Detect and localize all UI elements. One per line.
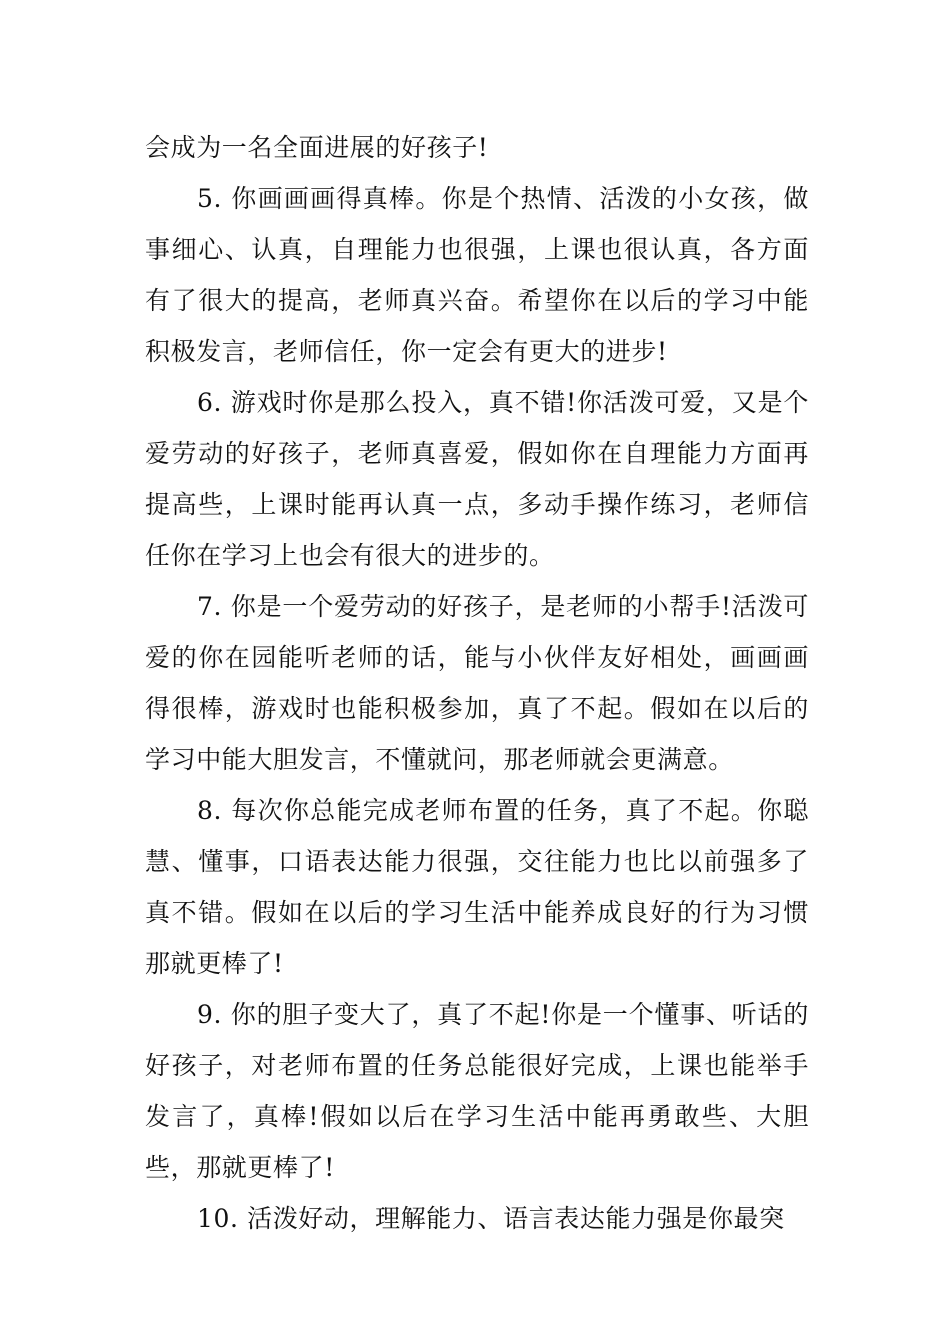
paragraph-continuation: 会成为一名全面进展的好孩子! [145,133,489,162]
paragraph-item-7: 7. 你是一个爱劳动的好孩子，是老师的小帮手!活泼可爱的你在园能听老师的话，能与小伙伴友好相处，画画画得很棒，游戏时也能积极参加，真了不起。假如在以后的学习中能大胆发言，不懂就问，那老师就会更满意。 [145,592,809,774]
paragraph-item-8: 8. 每次你总能完成老师布置的任务，真了不起。你聪慧、懂事，口语表达能力很强，交往能力也比以前强多了真不错。假如在以后的学习生活中能养成良好的行为习惯那就更棒了! [145,796,809,978]
paragraph-item-5: 5. 你画画画得真棒。你是个热情、活泼的小女孩，做事细心、认真，自理能力也很强，上课也很认真，各方面有了很大的提高，老师真兴奋。希望你在以后的学习中能积极发言，老师信任，你一定会有更大的进步! [145,184,809,366]
document-body [145,122,809,1244]
paragraph-item-9: 9. 你的胆子变大了，真了不起!你是一个懂事、听话的好孩子，对老师布置的任务总能很好完成，上课也能举手发言了，真棒!假如以后在学习生活中能再勇敢些、大胆些，那就更棒了! [145,1000,809,1182]
paragraph-item-10: 10. 活泼好动，理解能力、语言表达能力强是你最突 [197,1204,785,1233]
paragraph-item-6: 6. 游戏时你是那么投入，真不错!你活泼可爱，又是个爱劳动的好孩子，老师真喜爱，假如你在自理能力方面再提高些，上课时能再认真一点，多动手操作练习，老师信任你在学习上也会有很大的进步的。 [145,388,809,570]
